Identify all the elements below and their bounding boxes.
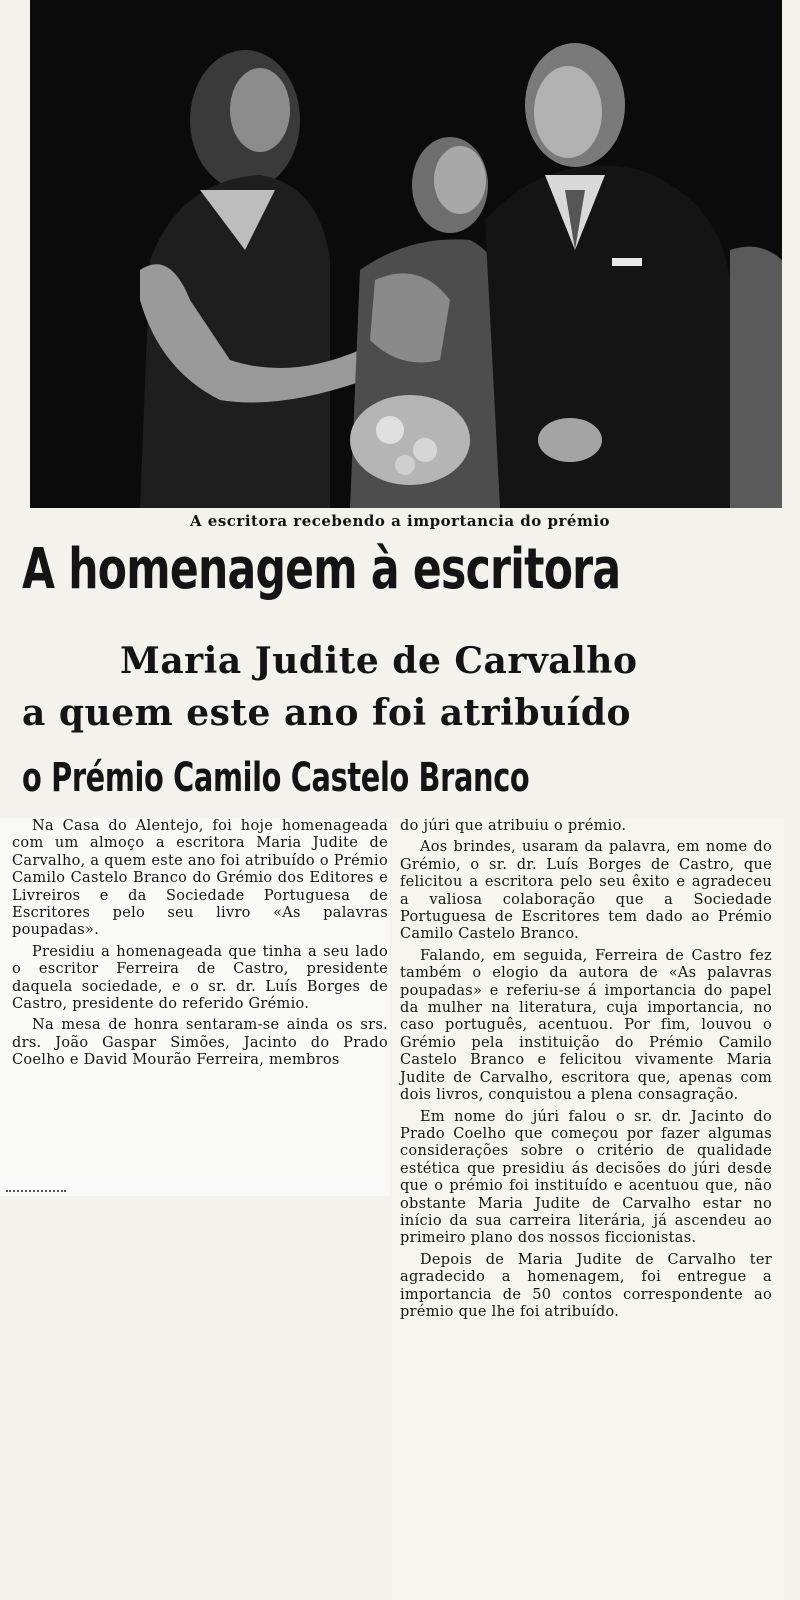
paragraph: Na Casa do Alentejo, foi hoje homenageada com um almoço a escritora Maria Judite de Carvalho, a quem este ano foi atribuído o Prémio Camilo Castelo Branco do Grémio dos Editores e Livreiros e da Sociedade Portuguesa de Escritores pelo seu livro «As palavras poupadas». <box>12 818 388 939</box>
paragraph: Presidiu a homenageada que tinha a seu lado o escritor Ferreira de Castro, presidente daquela sociedade, e o sr. dr. Luís Borges de Castro, presidente do referido Grémio. <box>12 943 388 1013</box>
photo-illustration <box>30 0 782 508</box>
news-photo <box>30 0 782 508</box>
subheadline-3: o Prémio Camilo Castelo Branco <box>22 755 530 801</box>
paragraph: Na mesa de honra sentaram-se ainda os srs. drs. João Gaspar Simões, Jacinto do Prado Coelho e David Mourão Ferreira, membros <box>12 1017 388 1069</box>
headline: A homenagem à escritora <box>22 537 621 602</box>
paragraph: Aos brindes, usaram da palavra, em nome do Grémio, o sr. dr. Luís Borges de Castro, que felicitou a escritora pelo seu êxito e agradeceu a valiosa colaboração que a Sociedade Portuguesa de Escritores tem dado ao Prémio Camilo Castelo Branco. <box>400 839 772 943</box>
paragraph: Em nome do júri falou o sr. dr. Jacinto do Prado Coelho que começou por fazer algumas considerações sobre o critério de qualidade estética que presidiu ás decisões do júri desde que o prémio foi instituído e acentuou que, não obstante Maria Judite de Carvalho estar no início da sua carreira literária, já ascendeu ao primeiro plano dos nossos ficcionistas. <box>400 1108 772 1247</box>
paragraph: Falando, em seguida, Ferreira de Castro fez também o elogio da autora de «As palavras poupadas» e referiu-se á importancia do papel da mulher na literatura, cuja importancia, no caso português, acentuou. Por fim, louvou o Grémio pela instituição do Prémio Camilo Castelo Branco e felicitou vivamente Maria Judite de Carvalho, escritora que, apenas com dois livros, conquistou a plena consagração. <box>400 947 772 1104</box>
photo-caption: A escritora recebendo a importancia do prémio <box>189 512 611 530</box>
paragraph: Depois de Maria Judite de Carvalho ter agradecido a homenagem, foi entregue a importancia de 50 contos correspondente ao prémio que lhe foi atribuído. <box>400 1251 772 1320</box>
article-column-right <box>400 818 772 1325</box>
paragraph-continuation: do júri que atribuiu o prémio. <box>400 818 627 834</box>
subheadline-1: Maria Judite de Carvalho <box>120 640 638 682</box>
column-end-divider <box>6 1190 66 1192</box>
subheadline-2: a quem este ano foi atribuído <box>22 692 632 734</box>
article-column-left <box>12 818 388 1074</box>
